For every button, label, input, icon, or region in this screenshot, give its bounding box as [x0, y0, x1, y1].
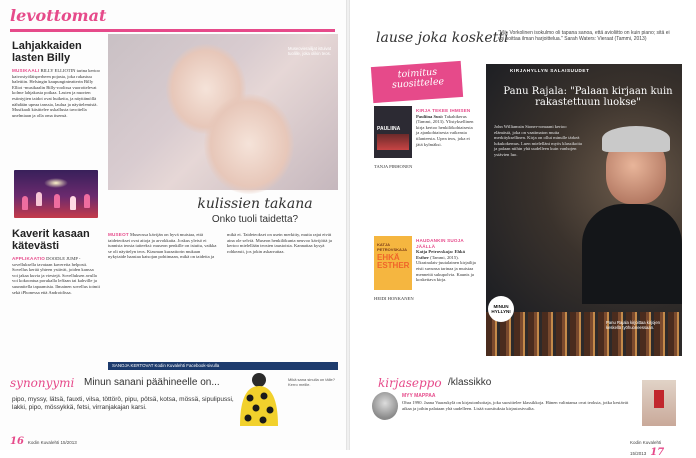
article-app-kicker: APPLIKAATIO	[12, 256, 45, 261]
article-billy-title: Lahjakkaiden lasten Billy	[12, 40, 82, 64]
section-logo: levottomat	[10, 6, 107, 25]
interview-title: Panu Rajala: "Palaan kirjaan kuin rakastettuun luokse"	[503, 86, 673, 108]
hat-caption: Mikä sana sinulla on tälle? Kerro meille.	[288, 377, 335, 387]
interview-kicker: KIRJAHYLLYN SALAISUUDET	[510, 68, 590, 73]
synonyms-subtitle: Minun sanani päähineelle on...	[84, 377, 220, 388]
librarian-avatar	[372, 392, 398, 420]
left-footer-text: Kodin Kuvalehti 15/2013	[27, 440, 77, 445]
right-page-number: 17	[650, 447, 665, 458]
dancers-photo	[14, 170, 98, 218]
photo-shape	[204, 94, 294, 194]
bookshelf-image	[486, 312, 682, 356]
article-billy	[12, 40, 100, 118]
recommend-tag-label: toimitus suosittelee	[391, 66, 445, 91]
article-museum-body-wrap	[108, 232, 338, 260]
page-gutter	[346, 0, 350, 450]
librarian-subtitle: /klassikko	[448, 377, 492, 388]
synonyms-body: pipo, myssy, lätsä, fauxti, vilsa, töttörö, pipu, pötsä, kotsa, mössä, sipulipussi, lakki, pipo, mössykkä, fetsi, virranjakajan karsi.	[12, 396, 234, 411]
classic-book-image	[642, 380, 676, 426]
book-cover-1-title: PAULIINA	[377, 126, 401, 132]
book1-review	[416, 108, 476, 147]
right-footer	[630, 436, 696, 458]
interview-caption: Panu Rajala kirjoittaa kirjojen keskellä työhuoneessaan.	[606, 320, 660, 330]
article-app	[12, 228, 100, 295]
book-cover-1-art	[377, 134, 409, 150]
museum-photo-caption: Museovierailijat istuivat tuolille, joka olikin teos.	[288, 46, 332, 56]
book-cover-2-title: EHKÄ ESTHER	[377, 253, 410, 270]
book2-review	[416, 238, 476, 283]
interview-hair	[602, 126, 670, 152]
my-shelf-badge: MINUN HYLLYNI	[488, 296, 514, 322]
article-museum-title: Onko tuoli taidetta?	[211, 214, 299, 225]
article-billy-body: BILLY ELLIOTIN tarina kertoo kaivostyöläisperheen pojasta, joka rakastuu balettiin. Helsingin kaupunginteatterin Billy Elliot -musikaalin Billy-roolissa vuorottelevat kolme lahjakasta poikaa. Lasten ja nuorten esiintyjien taidot ovat huikeita, ja näyttämöllä nähdään upeaa tanssia, laulua ja näyttelemistä. Musikaali käsittelee uskallusta tavoitella unelmiaan ja olla oma itsensä.	[12, 68, 100, 118]
article-museum-section: kulissien takana	[197, 196, 313, 212]
article-app-body: DOODLE JUMP -sovelluksella tavataan kavereita helposti. Sovellus kerää yhteen ystävät, joiden kanssa voi jakaa kuvia ja viestejä. Sovelluksen avulla voi kokoontua porukalla leffaan tai kahville ja suunnitella tapaamisia. Ilmainen sovellus toimii sekä iPhonessa että Androidissa.	[12, 256, 100, 295]
stage-light	[44, 178, 68, 188]
book-cover-2-author: KATJA PETROVSKAJA	[377, 242, 408, 252]
interview-jacket	[582, 204, 682, 304]
right-footer-text: Kodin Kuvalehti 15/2013	[630, 440, 662, 456]
left-footer	[10, 436, 77, 447]
librarian-body: Ohra 1990. Jaana Vaaraskylä on kirjastonhoitaja, joka suosittelee klassikkoja. Hänen valintansa ovat teoksia, jotka kestävät aikaa ja joihin palataan yhä uudelleen. Lisää suosituksia kirjastosivuilta.	[402, 400, 629, 411]
recommend-tag	[371, 61, 463, 103]
book2-body: (Tammi, 2015). Ukrainalais-juutalainen kirjailija etsii suvunsa tarinaa ja muistaa menneitä sukupolvia. Kaunis ja koskettava kirja.	[416, 254, 476, 283]
left-page-number: 16	[10, 436, 24, 447]
book1-credit-wrap	[374, 164, 476, 170]
synonyms-title: synonyymi	[10, 376, 75, 390]
quote-heading: lause joka kosketti	[376, 30, 509, 46]
article-billy-kicker: MUSIKAALI	[12, 68, 40, 73]
article-museum-kicker: MUSEOT	[108, 232, 129, 237]
interview-body-wrap	[494, 124, 582, 158]
quote-text: "Mä, Vorkolinen isokulmo oli tapana sanoa, että avioliitto on kuin piano; sitä ei voi soittaa ilman harjoittelua." Sarah Waters: Vieraat (Tammi, 2013)	[498, 30, 670, 42]
dancer-figure	[84, 194, 90, 208]
beanie-hat-image	[236, 372, 282, 430]
book1-body: Takahikerus (Tammi, 2013). Ylistyksellinen kirja kertoo henkilökohtaisesta ja ajankohtaisesta vaikeasta tilanteesta. Upea teos, joka ei jätä kylmäksi.	[416, 113, 474, 147]
dancer-figure	[36, 192, 42, 206]
interview-body: John Williamsin Stoner-romaani kertoo elämästä, joka on vaatimaton mutta merkityksellinen. Kirja on ollut minulle tärkeä lukukokemus. Luen mielelläni myös klassikoita ja palaan niihin yhä uudelleen kuin vanhojen ystävien luo.	[494, 124, 582, 157]
book1-title: Pauliina Susi:	[416, 113, 444, 119]
book-cover-1	[374, 106, 412, 158]
book1-credit: TANJA PIRHONEN	[374, 164, 413, 169]
facebook-bar[interactable]: SANOJA KERTOVAT Kodin Kuvalehti Facebook-sivulla	[108, 362, 338, 370]
librarian-title: kirjaseppo	[378, 376, 442, 390]
book1-kicker: KIRJA TEKEE IHMISEN	[416, 108, 471, 113]
book2-kicker: HAUDANKIN SUOJA JÄÄLLÄ	[416, 238, 464, 249]
section-rule	[10, 29, 335, 32]
article-museum-body: Museossa kävijän on hyvä muistaa, että taideteokset ovat aitoja ja arvokkaita. Joskus yleisö ei tunnista teosta taiteeksi: museon penkille on istuttu, vaikka se oli näyttelyn teos. Kiasman kuraattorin mukaan nykytaide haastaa katsojan pohtimaan, mikä on taidetta ja mikä ei. Taideteokset on usein merkitty, mutta rajat eivät aina ole selviä. Museon henkilökunta neuvoo kävijöitä ja kertoo mielellään teosten taustoista. Kannattaa kysyä rohkeasti, jos jokin askarruttaa.	[108, 232, 332, 260]
dancer-figure	[22, 196, 28, 210]
article-museum-header	[170, 196, 340, 225]
book-cover-2	[374, 236, 412, 290]
book2-title: Katja Petrovskaja: Ehkä Esther	[416, 249, 465, 260]
dancer-figure	[70, 196, 76, 210]
dancer-figure	[54, 194, 60, 208]
museum-photo	[108, 34, 338, 190]
article-app-title: Kaverit kasaan kätevästi	[12, 228, 90, 252]
book2-credit-wrap	[374, 296, 476, 302]
librarian-name: MYY MAPPAA	[402, 393, 436, 399]
book2-credit: HEIDI HONKANEN	[374, 296, 414, 301]
